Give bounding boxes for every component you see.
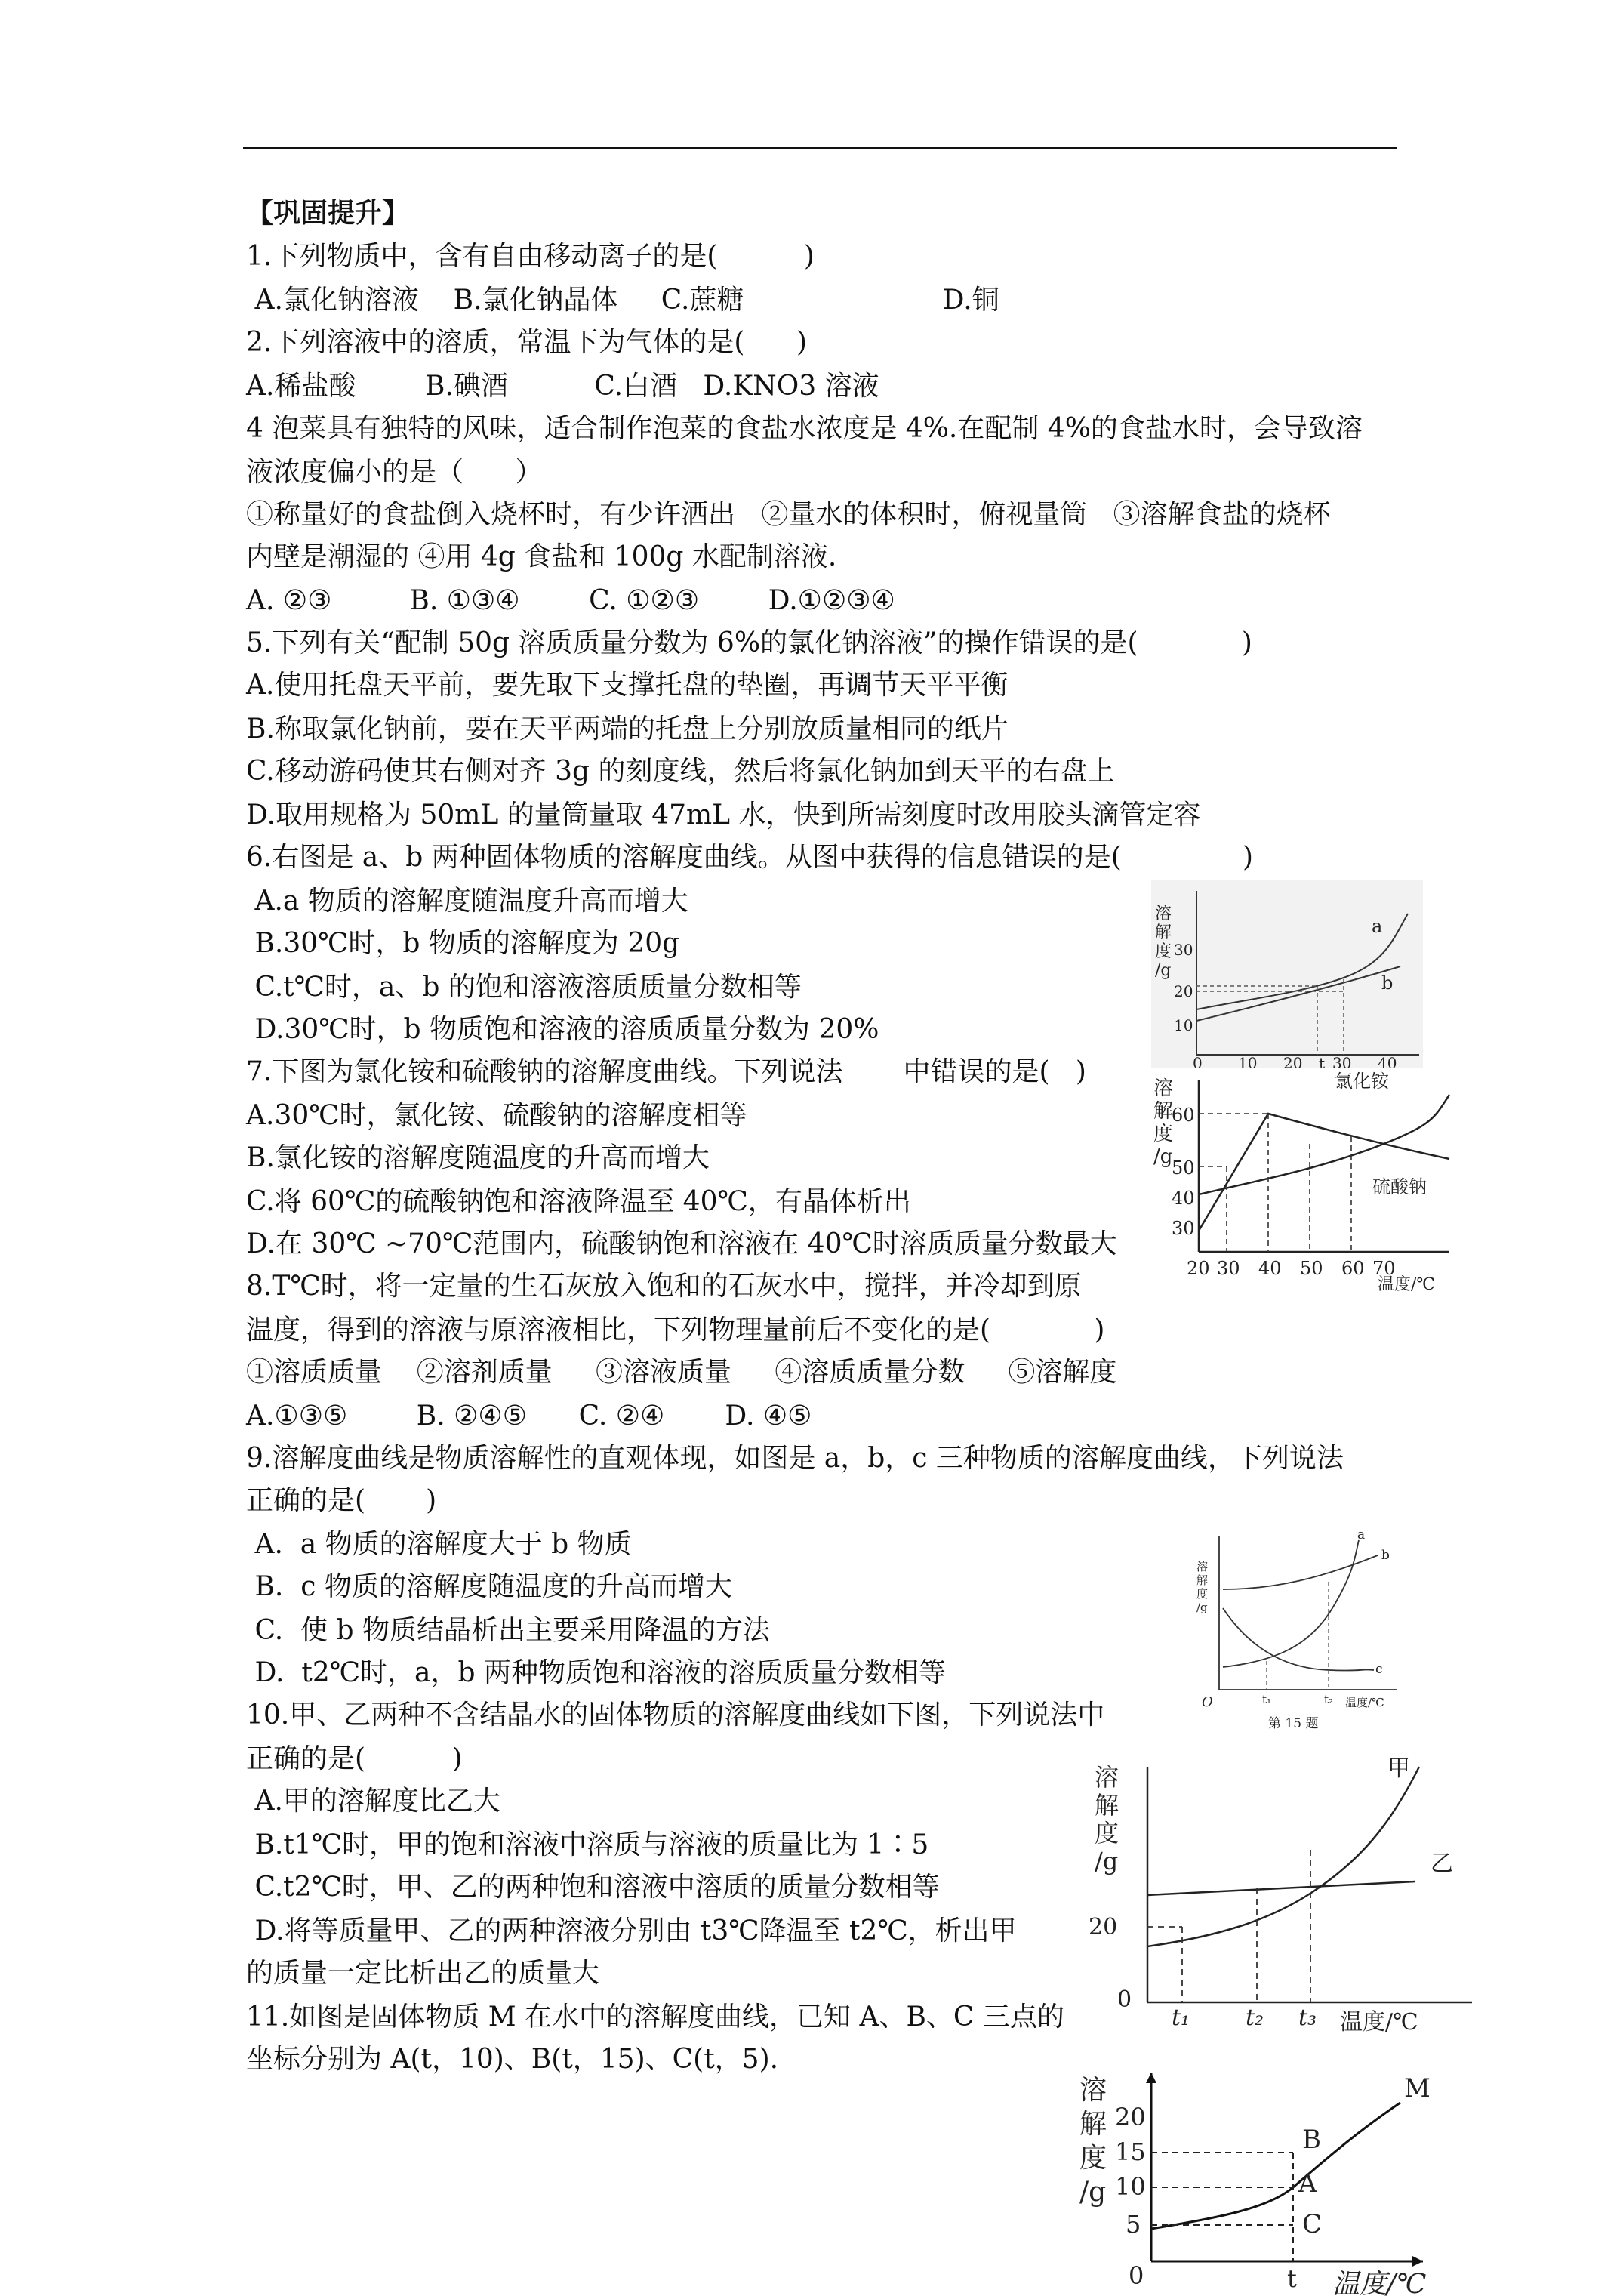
- fig7-series-na2so4-label: 硫酸钠: [1372, 1176, 1427, 1197]
- fig7-ylabel-2: 解: [1153, 1100, 1174, 1123]
- q9-option-a: A. a 物质的溶解度大于 b 物质: [246, 1529, 632, 1560]
- q4-items-line1: ①称量好的食盐倒入烧杯时，有少许洒出 ②量水的体积时，俯视量筒 ③溶解食盐的烧杯: [246, 499, 1331, 530]
- q10-stem-line1: 10.甲、乙两种不含结晶水的固体物质的溶解度曲线如下图，下列说法中: [246, 1700, 1105, 1730]
- fig9-ylabel-1: 溶: [1196, 1560, 1209, 1573]
- fig7-ytick-30: 30: [1172, 1218, 1195, 1239]
- q6-option-c: C.t℃时，a、b 的饱和溶液溶质质量分数相等: [246, 972, 802, 1003]
- q10-stem-line2: 正确的是( ): [246, 1743, 463, 1774]
- q9-stem-line1: 9.溶解度曲线是物质溶解性的直观体现，如图是 a，b，c 三种物质的溶解度曲线，下列说法: [246, 1443, 1344, 1474]
- q7-option-b: B.氯化铵的溶解度随温度的升高而增大: [246, 1142, 710, 1173]
- q4-stem-line2: 液浓度偏小的是（ ）: [246, 457, 543, 488]
- fig11-origin: 0: [1129, 2261, 1144, 2290]
- q1-options: A.氯化钠溶液 B.氯化钠晶体 C.蔗糖 D.铜: [246, 285, 999, 316]
- q6-option-d: D.30℃时，b 物质饱和溶液的溶质质量分数为 20%: [246, 1014, 879, 1045]
- fig6-ylabel-3: 度: [1155, 942, 1172, 961]
- fig9-xtick-t1: t₁: [1262, 1693, 1272, 1706]
- fig10-ylabel-3: 度: [1095, 1819, 1119, 1848]
- q8-items: ①溶质质量 ②溶剂质量 ③溶液质量 ④溶质质量分数 ⑤溶解度: [246, 1357, 1117, 1388]
- q9-option-b: B. c 物质的溶解度随温度的升高而增大: [246, 1571, 732, 1602]
- fig6-ytick-30: 30: [1174, 941, 1193, 959]
- fig11-ytick-20: 20: [1115, 2103, 1146, 2131]
- q1-stem: 1.下列物质中，含有自由移动离子的是( ): [246, 241, 815, 272]
- fig9-ylabel-4: /g: [1196, 1601, 1208, 1614]
- fig10-ytick-20: 20: [1089, 1914, 1118, 1940]
- fig10-series-jia-label: 甲: [1387, 1755, 1410, 1782]
- q7-option-c: C.将 60℃的硫酸钠饱和溶液降温至 40℃，有晶体析出: [246, 1186, 911, 1217]
- fig6-ytick-10: 10: [1174, 1016, 1193, 1034]
- fig7-xtick-70: 70: [1372, 1258, 1396, 1279]
- q7-option-d: D.在 30℃ ~70℃范围内，硫酸钠饱和溶液在 40℃时溶质质量分数最大: [246, 1228, 1117, 1259]
- q9-stem-line2: 正确的是( ): [246, 1485, 437, 1516]
- fig7-xtick-50: 50: [1300, 1258, 1323, 1279]
- fig9-xtick-t2: t₂: [1324, 1693, 1334, 1706]
- q11-solubility-figure: [1068, 2057, 1521, 2296]
- fig11-ylabel-3: 度: [1079, 2143, 1107, 2174]
- fig11-xtick-t: t: [1287, 2264, 1297, 2293]
- fig7-ylabel-4: /g: [1153, 1145, 1173, 1168]
- fig11-ytick-5: 5: [1126, 2210, 1141, 2239]
- fig10-xtick-t3: t₃: [1298, 2005, 1317, 2031]
- q8-options: A.①③⑤ B. ②④⑤ C. ②④ D. ④⑤: [246, 1401, 812, 1432]
- q6-option-b: B.30℃时，b 物质的溶解度为 20g: [246, 928, 680, 959]
- fig6-xtick-20: 20: [1283, 1054, 1303, 1068]
- q11-stem-line1: 11.如图是固体物质 M 在水中的溶解度曲线，已知 A、B、C 三点的: [246, 2002, 1064, 2032]
- q10-option-a: A.甲的溶解度比乙大: [246, 1786, 500, 1817]
- q10-option-d-line2: 的质量一定比析出乙的质量大: [246, 1958, 600, 1989]
- q7-stem: 7.下图为氯化铵和硫酸钠的溶解度曲线。下列说法 中错误的是( ): [246, 1056, 1086, 1087]
- fig6-ylabel-4: /g: [1155, 961, 1172, 980]
- fig7-ytick-60: 60: [1172, 1105, 1195, 1126]
- fig10-series-yi-label: 乙: [1431, 1851, 1453, 1877]
- fig6-xtick-40: 40: [1378, 1054, 1397, 1068]
- fig11-xlabel: 温度/℃: [1332, 2269, 1427, 2296]
- q5-option-c: C.移动游码使其右侧对齐 3g 的刻度线，然后将氯化钠加到天平的右盘上: [246, 756, 1115, 787]
- fig10-origin: 0: [1117, 1986, 1132, 2013]
- fig11-ylabel-4: /g: [1079, 2177, 1107, 2208]
- fig9-series-a-label: a: [1357, 1527, 1366, 1542]
- q4-items-line2: 内壁是潮湿的 ④用 4g 食盐和 100g 水配制溶液.: [246, 541, 837, 572]
- fig7-ylabel-3: 度: [1153, 1123, 1174, 1145]
- q10-solubility-figure: [1072, 1752, 1495, 2039]
- q9-option-d: D. t2℃时，a，b 两种物质饱和溶液的溶质质量分数相等: [246, 1657, 946, 1688]
- fig7-series-nh4cl-label: 氯化铵: [1335, 1071, 1389, 1092]
- fig6-xtick-30: 30: [1332, 1054, 1352, 1068]
- fig11-ytick-15: 15: [1115, 2137, 1146, 2166]
- fig10-xtick-t1: t₁: [1172, 2005, 1190, 2031]
- fig7-xtick-30: 30: [1217, 1258, 1240, 1279]
- fig6-series-b-label: b: [1381, 972, 1394, 994]
- q2-options: A.稀盐酸 B.碘酒 C.白酒 D.KNO3 溶液: [246, 371, 879, 402]
- fig10-xtick-t2: t₂: [1246, 2005, 1264, 2031]
- fig9-series-c-label: c: [1375, 1662, 1383, 1677]
- fig6-xtick-0: 0: [1193, 1054, 1203, 1068]
- fig6-xtick-t: t: [1319, 1054, 1326, 1068]
- fig6-ytick-20: 20: [1174, 982, 1193, 1000]
- fig11-point-c: C: [1302, 2209, 1323, 2239]
- q10-option-c: C.t2℃时，甲、乙的两种饱和溶液中溶质的质量分数相等: [246, 1872, 940, 1903]
- fig9-series-b-label: b: [1381, 1548, 1390, 1563]
- q5-option-a: A.使用托盘天平前，要先取下支撑托盘的垫圈，再调节天平平衡: [246, 670, 1009, 701]
- fig11-ytick-10: 10: [1115, 2172, 1146, 2201]
- q5-option-b: B.称取氯化钠前，要在天平两端的托盘上分别放质量相同的纸片: [246, 713, 1009, 744]
- fig7-xtick-60: 60: [1341, 1258, 1365, 1279]
- q9-solubility-figure: [1178, 1525, 1404, 1729]
- fig7-ylabel-1: 溶: [1153, 1077, 1174, 1100]
- fig7-xtick-20: 20: [1187, 1258, 1210, 1279]
- fig9-xlabel: 温度/℃: [1345, 1696, 1384, 1709]
- q11-stem-line2: 坐标分别为 A(t，10)、B(t，15)、C(t，5).: [246, 2044, 779, 2075]
- fig6-xtick-10: 10: [1238, 1054, 1258, 1068]
- q7-option-a: A.30℃时，氯化铵、硫酸钠的溶解度相等: [246, 1100, 747, 1131]
- q6-stem: 6.右图是 a、b 两种固体物质的溶解度曲线。从图中获得的信息错误的是( ): [246, 842, 1254, 873]
- q5-stem: 5.下列有关“配制 50g 溶质质量分数为 6%的氯化钠溶液”的操作错误的是( ): [246, 627, 1252, 658]
- fig7-ytick-50: 50: [1172, 1157, 1195, 1179]
- q4-options: A. ②③ B. ①③④ C. ①②③ D.①②③④: [246, 585, 895, 616]
- q6-solubility-figure: [1151, 880, 1423, 1068]
- fig6-series-a-label: a: [1372, 916, 1383, 937]
- fig6-ylabel-2: 解: [1155, 923, 1172, 942]
- q6-option-a: A.a 物质的溶解度随温度升高而增大: [246, 886, 688, 917]
- q10-option-d-line1: D.将等质量甲、乙的两种溶液分别由 t3℃降温至 t2℃，析出甲: [246, 1915, 1017, 1946]
- fig9-ylabel-2: 解: [1196, 1573, 1209, 1587]
- fig6-ylabel-1: 溶: [1155, 905, 1172, 923]
- fig10-ylabel-2: 解: [1095, 1791, 1119, 1820]
- q9-option-c: C. 使 b 物质结晶析出主要采用降温的方法: [246, 1615, 770, 1646]
- fig9-caption: 第 15 题: [1268, 1716, 1319, 1729]
- q2-stem: 2.下列溶液中的溶质，常温下为气体的是( ): [246, 327, 808, 358]
- fig9-origin: O: [1202, 1694, 1213, 1710]
- q8-stem-line1: 8.T℃时，将一定量的生石灰放入饱和的石灰水中，搅拌，并冷却到原: [246, 1271, 1082, 1302]
- header-rule: [243, 147, 1397, 149]
- fig11-ylabel-2: 解: [1079, 2109, 1107, 2140]
- fig7-xtick-40: 40: [1258, 1258, 1282, 1279]
- q8-stem-line2: 温度，得到的溶液与原溶液相比，下列物理量前后不变化的是( ): [246, 1314, 1105, 1345]
- q7-solubility-figure: [1147, 1065, 1464, 1291]
- fig10-ylabel-4: /g: [1095, 1847, 1119, 1875]
- fig10-xlabel: 温度/℃: [1340, 2009, 1418, 2036]
- q11-axis-arrows: [1146, 2073, 1423, 2267]
- fig7-ytick-40: 40: [1172, 1188, 1195, 1209]
- q4-stem-line1: 4 泡菜具有独特的风味，适合制作泡菜的食盐水浓度是 4%.在配制 4%的食盐水时，会导致溶: [246, 413, 1363, 444]
- fig11-series-m-label: M: [1404, 2073, 1431, 2103]
- fig10-ylabel-1: 溶: [1095, 1763, 1119, 1792]
- fig7-xlabel: 温度/℃: [1378, 1275, 1436, 1291]
- section-heading: 【巩固提升】: [246, 197, 410, 229]
- fig11-point-b: B: [1302, 2125, 1321, 2155]
- fig11-ylabel-1: 溶: [1079, 2075, 1107, 2106]
- fig9-ylabel-3: 度: [1196, 1587, 1209, 1601]
- q5-option-d: D.取用规格为 50mL 的量筒量取 47mL 水，快到所需刻度时改用胶头滴管定容: [246, 800, 1201, 831]
- fig11-point-a: A: [1298, 2168, 1317, 2199]
- q10-option-b: B.t1℃时，甲的饱和溶液中溶质与溶液的质量比为 1∶5: [246, 1829, 929, 1860]
